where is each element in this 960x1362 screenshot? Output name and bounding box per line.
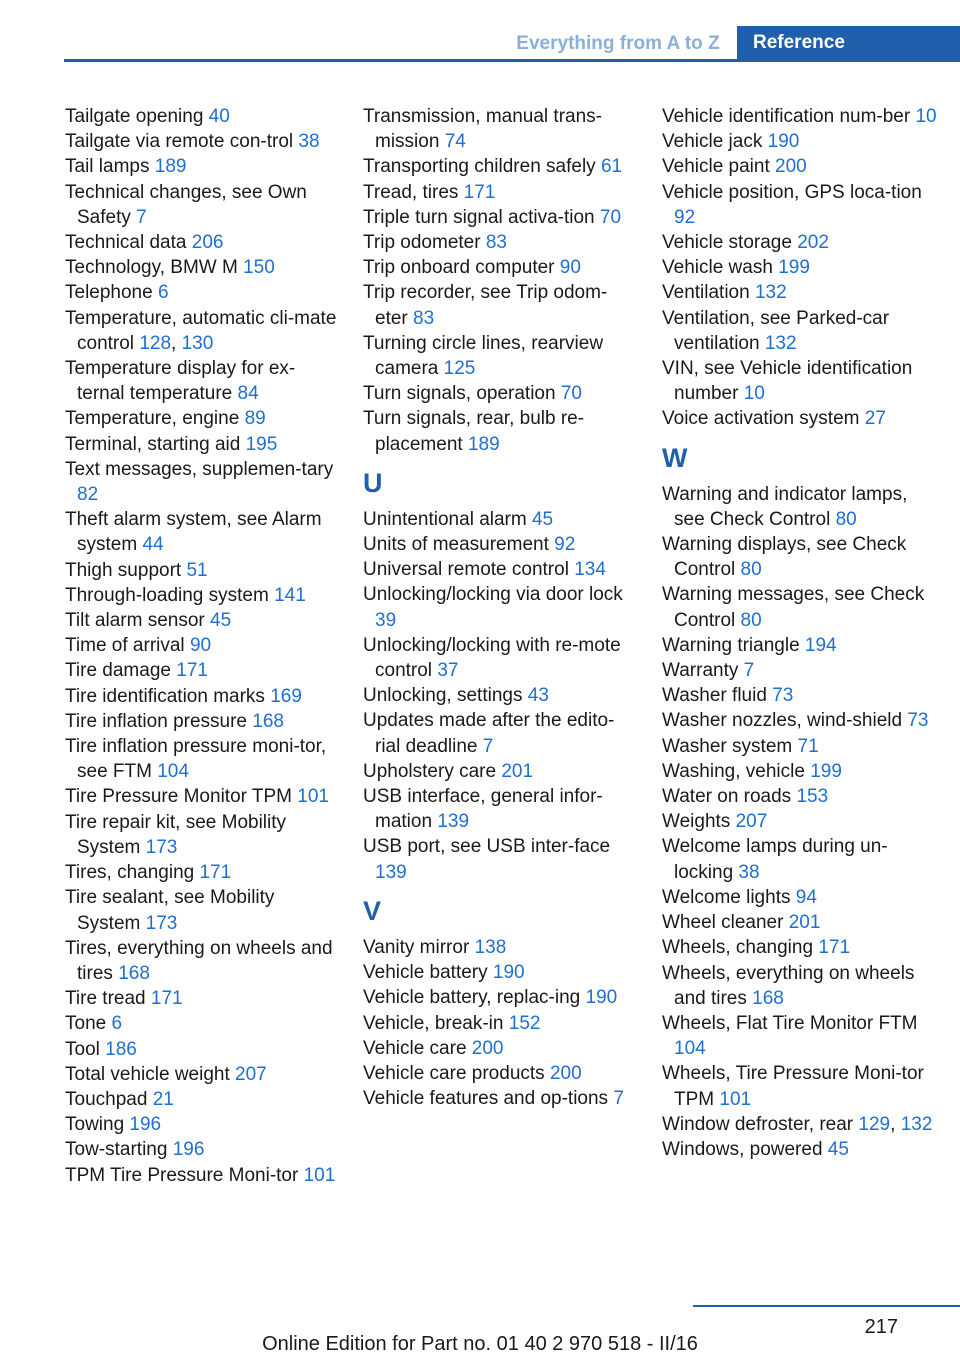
index-entry (65, 558, 340, 583)
page-link[interactable]: 71 (797, 735, 819, 757)
index-entry-term: Warranty (662, 660, 744, 682)
page-link[interactable]: 6 (157, 282, 169, 304)
page-link[interactable]: 73 (907, 710, 929, 732)
index-entry (363, 985, 638, 1010)
index-entry (363, 557, 638, 582)
index-entry (363, 1011, 638, 1036)
index-entry-term: Warning displays, see Check Control (662, 534, 907, 581)
footer-divider (693, 1305, 960, 1307)
index-entry (363, 582, 638, 632)
index-entry-term: Wheels, everything on wheels and tires (662, 962, 915, 1009)
page-link[interactable]: 92 (554, 534, 576, 556)
index-entry (662, 154, 937, 179)
page-link[interactable]: 70 (599, 206, 622, 228)
index-entry (662, 809, 937, 834)
index-entry-term: Tone (65, 1013, 112, 1035)
index-entry (65, 154, 340, 179)
index-entry-term: Wheels, changing (662, 937, 819, 959)
page-link[interactable]: 152 (508, 1012, 541, 1034)
page-link[interactable]: 190 (767, 131, 800, 153)
page-link[interactable]: 132 (754, 282, 787, 304)
index-entry-term: Tire inflation pressure moni-tor, see FTM (65, 736, 327, 783)
index-entry (662, 759, 937, 784)
index-entry-term: Tire damage (65, 660, 177, 682)
index-entry-term: Wheel cleaner (662, 912, 789, 934)
index-entry-term: Washer system (662, 735, 798, 757)
index-entry (363, 180, 638, 205)
index-entry-term: Warning messages, see Check Control (662, 584, 925, 631)
index-entry-term: Tailgate via remote con-trol (65, 131, 299, 153)
page-link[interactable]: 207 (735, 811, 768, 833)
index-column-2 (363, 104, 638, 1111)
index-entry-term: Technical changes, see Own Safety (65, 181, 307, 228)
index-entry-term: Temperature display for ex-ternal temperature (65, 358, 296, 405)
index-entry-term: Vehicle storage (662, 232, 798, 254)
index-entry-term: Windows, powered (662, 1138, 828, 1160)
index-entry-term: Voice activation system (662, 408, 865, 430)
index-entry-term: Tail lamps (65, 156, 155, 178)
index-entry (65, 1163, 340, 1188)
index-entry-term: Tow-starting (65, 1139, 173, 1161)
index-entry (363, 960, 638, 985)
page-link[interactable]: 132 (764, 332, 797, 354)
index-entry-term: Unlocking/locking with re-mote control (363, 634, 621, 682)
index-entry-term: Total vehicle weight (65, 1063, 236, 1085)
page-link[interactable]: 92 (674, 206, 696, 228)
index-column-3 (662, 104, 937, 1162)
page-link[interactable]: 45 (531, 508, 554, 530)
page-link[interactable]: 199 (778, 257, 810, 279)
index-entry-term: Theft alarm system, see Alarm system (65, 509, 322, 556)
page-link[interactable]: 168 (252, 710, 284, 732)
index-entry (363, 104, 638, 154)
index-entry (662, 633, 937, 658)
index-entry (662, 1011, 937, 1061)
index-entry (363, 935, 638, 960)
index-entry (65, 306, 340, 356)
index-entry-term: Vehicle care products (363, 1062, 550, 1084)
page-link[interactable]: 190 (585, 987, 618, 1009)
index-entry (363, 834, 638, 884)
index-entry-term: Triple turn signal activa-tion (363, 206, 600, 228)
page-link[interactable]: 70 (560, 383, 582, 405)
index-entry (363, 759, 638, 784)
index-entry-term: Tire tread (65, 988, 151, 1010)
page-link[interactable]: 207 (235, 1063, 267, 1085)
page-link[interactable]: 101 (303, 1164, 336, 1186)
page-link[interactable]: 186 (105, 1038, 137, 1060)
index-entry (65, 1137, 340, 1162)
index-entry-term: Transporting children safely (363, 156, 601, 178)
page-link[interactable]: 132 (900, 1113, 933, 1135)
index-entry (363, 154, 638, 179)
page-link[interactable]: 138 (474, 936, 507, 958)
index-entry (65, 432, 340, 457)
index-entry-term: Towing (65, 1114, 130, 1136)
page-link[interactable]: 171 (150, 988, 183, 1010)
index-entry-term: Wheels, Tire Pressure Moni-tor TPM (662, 1063, 924, 1110)
page-link[interactable]: 196 (172, 1139, 205, 1161)
page-link[interactable]: 37 (437, 660, 459, 682)
index-entry-term: Tool (65, 1038, 106, 1060)
index-entry-term: Tire identification marks (65, 685, 271, 707)
page-link[interactable]: 171 (176, 660, 208, 682)
index-entry (363, 1061, 638, 1086)
page-link[interactable]: 83 (485, 232, 507, 254)
page-link[interactable]: 43 (527, 685, 549, 707)
index-entry-term: Ventilation (662, 282, 755, 304)
index-entry (65, 986, 340, 1011)
page-link[interactable]: 80 (740, 559, 762, 581)
index-entry-term: Through-loading system (65, 584, 275, 606)
index-entry-term: Turn signals, rear, bulb re-placement (363, 408, 585, 455)
index-entry (363, 683, 638, 708)
index-entry (65, 608, 340, 633)
index-entry-term: Welcome lights (662, 886, 796, 908)
index-entry (662, 306, 937, 356)
index-entry-term: Temperature, automatic cli-mate control (65, 307, 337, 354)
index-entry-term: Vehicle jack (662, 131, 768, 153)
index-entry (363, 205, 638, 230)
index-entry-term: Transmission, manual trans-mission (363, 106, 602, 153)
page-link[interactable]: 61 (600, 156, 623, 178)
page-link[interactable]: 74 (444, 131, 466, 153)
page-link[interactable]: 83 (413, 307, 435, 329)
index-entry (65, 255, 340, 280)
index-entry-term: Tire Pressure Monitor TPM (65, 786, 298, 808)
page-link[interactable]: 200 (775, 156, 807, 178)
index-entry (662, 1137, 937, 1162)
page-link[interactable]: 80 (740, 609, 762, 631)
index-entry-term: Unlocking/locking via door lock (363, 584, 623, 606)
index-entry (65, 507, 340, 557)
page-link[interactable]: 171 (818, 937, 851, 959)
index-entry-term: Vanity mirror (363, 936, 475, 958)
page-link[interactable]: 201 (788, 912, 821, 934)
index-entry-term: Turn signals, operation (363, 383, 561, 405)
index-entry-term: Unintentional alarm (363, 508, 532, 530)
page-link[interactable]: 125 (443, 358, 476, 380)
page-link[interactable]: 168 (752, 987, 784, 1009)
index-entry-term: Terminal, starting aid (65, 433, 246, 455)
index-entry (65, 280, 340, 305)
index-entry-term: Touchpad (65, 1088, 153, 1110)
index-entry (65, 129, 340, 154)
page-link[interactable]: 101 (297, 786, 329, 808)
page-link[interactable]: 7 (136, 206, 147, 228)
page-link[interactable]: 44 (142, 534, 164, 556)
page-link[interactable]: 141 (274, 584, 306, 606)
index-entry-term: Washer nozzles, wind-shield (662, 710, 908, 732)
page-link[interactable]: 171 (463, 181, 496, 203)
page-link[interactable]: 51 (186, 559, 208, 581)
index-entry-term: USB port, see USB inter-face (363, 836, 611, 858)
index-entry-term: Washer fluid (662, 685, 773, 707)
page-link[interactable]: 27 (864, 408, 886, 430)
index-entry (65, 457, 340, 507)
index-entry-term: Vehicle identification num-ber (662, 106, 916, 127)
index-entry-term: Vehicle paint (662, 156, 776, 178)
index-entry-term: Trip odometer (363, 232, 486, 254)
page-link[interactable]: 200 (471, 1037, 504, 1059)
page-link[interactable]: 104 (157, 761, 189, 783)
index-entry (363, 406, 638, 456)
page-link[interactable]: 173 (145, 912, 178, 934)
index-entry-term: Technology, BMW M (65, 257, 244, 279)
index-entry-term: Unlocking, settings (363, 685, 528, 707)
index-entry-term: TPM Tire Pressure Moni-tor (65, 1164, 304, 1186)
index-entry (662, 129, 937, 154)
index-entry-term: Time of arrival (65, 635, 190, 657)
index-entry (662, 734, 937, 759)
index-entry (662, 482, 937, 532)
index-entry (363, 331, 638, 381)
index-entry (65, 230, 340, 255)
page-link[interactable]: 40 (208, 106, 230, 127)
index-entry (65, 1087, 340, 1112)
reference-tab[interactable]: Reference (737, 26, 960, 59)
index-entry (65, 1037, 340, 1062)
index-entry (65, 583, 340, 608)
index-entry (662, 356, 937, 406)
index-entry-term: Trip recorder, see Trip odom-eter (363, 282, 608, 329)
index-entry (662, 280, 937, 305)
index-letter-heading: V (363, 895, 382, 926)
index-entry-term: Text messages, supplemen-tary (65, 458, 334, 480)
page-link[interactable]: 196 (129, 1114, 162, 1136)
page-link[interactable]: 128 (139, 332, 172, 354)
index-entry (363, 784, 638, 834)
page-link[interactable]: 199 (810, 760, 842, 782)
page-link[interactable]: 201 (501, 760, 534, 782)
page-link[interactable]: 171 (199, 862, 232, 884)
index-entry (65, 406, 340, 431)
section-title: Everything from A to Z (516, 33, 720, 54)
page-link[interactable]: 190 (492, 962, 525, 984)
index-entry-term: Tire sealant, see Mobility System (65, 887, 275, 934)
index-entry-term: Telephone (65, 282, 158, 304)
index-entry-term: Weights (662, 811, 736, 833)
index-entry-term: Wheels, Flat Tire Monitor FTM (662, 1012, 918, 1034)
page-link[interactable]: 94 (795, 886, 817, 908)
page-link[interactable]: 173 (145, 836, 178, 858)
index-entry-term: Tailgate opening (65, 106, 209, 127)
header-divider (64, 59, 960, 62)
index-entry (65, 356, 340, 406)
edition-note: Online Edition for Part no. 01 40 2 970 518 - II/16 (262, 1333, 698, 1355)
index-entry (662, 658, 937, 683)
page-link[interactable]: 168 (118, 962, 150, 984)
index-entry-term: Vehicle wash (662, 257, 779, 279)
index-entry-term: Warning triangle (662, 634, 805, 656)
index-entry (65, 684, 340, 709)
index-entry-term: Units of measurement (363, 534, 555, 556)
page-link[interactable]: 73 (772, 685, 794, 707)
page-link[interactable]: 89 (244, 408, 266, 430)
index-entry (65, 180, 340, 230)
page-link[interactable]: 189 (467, 433, 500, 455)
index-entry-term: Vehicle battery, replac-ing (363, 987, 586, 1009)
index-entry-term: Tires, changing (65, 862, 200, 884)
index-entry-term: Vehicle features and op-tions (363, 1088, 614, 1110)
index-entry-term: Warning and indicator lamps, see Check Control (662, 483, 908, 530)
page-link[interactable]: 38 (298, 131, 320, 153)
page-link[interactable]: 169 (270, 685, 302, 707)
index-entry (65, 104, 340, 129)
page-link[interactable]: 7 (613, 1088, 624, 1110)
index-entry (65, 810, 340, 860)
page-link[interactable]: 139 (437, 811, 470, 833)
index-entry (65, 633, 340, 658)
page-link[interactable]: 189 (154, 156, 187, 178)
index-entry-term: Technical data (65, 232, 192, 254)
index-entry (662, 935, 937, 960)
index-entry-term: Thigh support (65, 559, 187, 581)
index-entry (662, 532, 937, 582)
index-entry-term: Updates made after the edito-rial deadline (363, 710, 615, 757)
page-link[interactable]: 195 (245, 433, 278, 455)
index-entry (662, 784, 937, 809)
page-link[interactable]: 104 (674, 1038, 706, 1060)
index-entry (662, 1061, 937, 1111)
index-entry (662, 834, 937, 884)
index-entry-term: Tilt alarm sensor (65, 610, 210, 632)
index-entry (662, 255, 937, 280)
index-entry-term: VIN, see Vehicle identification number (662, 358, 913, 405)
page-separator: , (890, 1113, 901, 1135)
index-entry (65, 860, 340, 885)
index-entry (65, 709, 340, 734)
page-link[interactable]: 39 (375, 609, 397, 631)
index-entry-term: Vehicle battery (363, 962, 493, 984)
page-number: 217 (864, 1316, 898, 1338)
index-entry (662, 1112, 937, 1137)
index-entry-term: USB interface, general infor-mation (363, 786, 603, 833)
page-link[interactable]: 153 (796, 786, 829, 808)
index-entry (363, 280, 638, 330)
page-link[interactable]: 134 (574, 559, 606, 581)
page-link[interactable]: 10 (915, 106, 937, 127)
page-link[interactable]: 84 (237, 383, 259, 405)
page-link[interactable]: 101 (719, 1088, 752, 1110)
page-link[interactable]: 90 (559, 257, 581, 279)
page-link[interactable]: 129 (858, 1113, 891, 1135)
index-entry (662, 104, 937, 129)
page-header (0, 0, 960, 62)
page-link[interactable]: 82 (77, 484, 99, 506)
page-link[interactable]: 45 (210, 610, 232, 632)
index-entry-term: Vehicle, break-in (363, 1012, 509, 1034)
index-entry (662, 708, 937, 733)
index-entry (662, 230, 937, 255)
index-entry-term: Turning circle lines, rearview camera (363, 332, 604, 380)
index-entry-term: Tire repair kit, see Mobility System (65, 811, 287, 858)
index-entry (363, 1036, 638, 1061)
page-link[interactable]: 38 (738, 861, 760, 883)
index-entry (363, 255, 638, 280)
index-entry (65, 936, 340, 986)
index-entry (65, 784, 340, 809)
page-link[interactable]: 200 (549, 1062, 582, 1084)
page-link[interactable]: 202 (797, 232, 829, 254)
index-entry-term: Welcome lamps during un-locking (662, 836, 888, 883)
index-entry (65, 1011, 340, 1036)
index-entry (363, 532, 638, 557)
index-entry-term: Tread, tires (363, 181, 464, 203)
index-entry (65, 1112, 340, 1137)
page-link[interactable]: 7 (743, 660, 755, 682)
index-entry (662, 180, 937, 230)
index-entry-term: Tires, everything on wheels and tires (65, 937, 333, 984)
index-letter-heading: W (662, 442, 688, 473)
index-entry-term: Temperature, engine (65, 408, 245, 430)
page-link[interactable]: 90 (189, 635, 212, 657)
page-link[interactable]: 80 (835, 508, 857, 530)
index-entry-term: Vehicle care (363, 1037, 472, 1059)
page-link[interactable]: 130 (181, 332, 214, 354)
index-entry (65, 1062, 340, 1087)
index-entry (662, 582, 937, 632)
index-entry (662, 910, 937, 935)
index-entry-term: Water on roads (662, 786, 797, 808)
page-link[interactable]: 45 (827, 1138, 849, 1160)
index-entry (662, 683, 937, 708)
page-link[interactable]: 150 (243, 257, 275, 279)
index-entry-term: Trip onboard computer (363, 257, 560, 279)
page-link[interactable]: 206 (191, 232, 224, 254)
index-entry (363, 381, 638, 406)
index-entry-term: Window defroster, rear (662, 1113, 859, 1135)
index-entry (662, 961, 937, 1011)
index-entry (363, 507, 638, 532)
page-link[interactable]: 139 (375, 861, 407, 883)
index-entry-term: Vehicle position, GPS loca-tion (662, 181, 922, 203)
index-column-1 (65, 104, 340, 1188)
index-entry-term: Tire inflation pressure (65, 710, 253, 732)
page-link[interactable]: 10 (743, 383, 765, 405)
index-entry (363, 1086, 638, 1111)
index-entry (65, 658, 340, 683)
index-entry (65, 885, 340, 935)
page-link[interactable]: 21 (152, 1088, 174, 1110)
index-entry (363, 633, 638, 683)
page-separator: , (171, 332, 182, 354)
page-link[interactable]: 194 (804, 634, 837, 656)
index-entry-term: Ventilation, see Parked-car ventilation (662, 307, 890, 354)
index-entry (65, 734, 340, 784)
index-entry (363, 708, 638, 758)
page-link[interactable]: 7 (482, 735, 494, 757)
index-entry-term: Washing, vehicle (662, 760, 811, 782)
index-entry-term: Upholstery care (363, 760, 502, 782)
index-entry (662, 885, 937, 910)
index-entry-term: Universal remote control (363, 559, 575, 581)
index-entry (363, 230, 638, 255)
index-entry (662, 406, 937, 431)
page-link[interactable]: 6 (111, 1013, 123, 1035)
index-letter-heading: U (363, 467, 383, 498)
